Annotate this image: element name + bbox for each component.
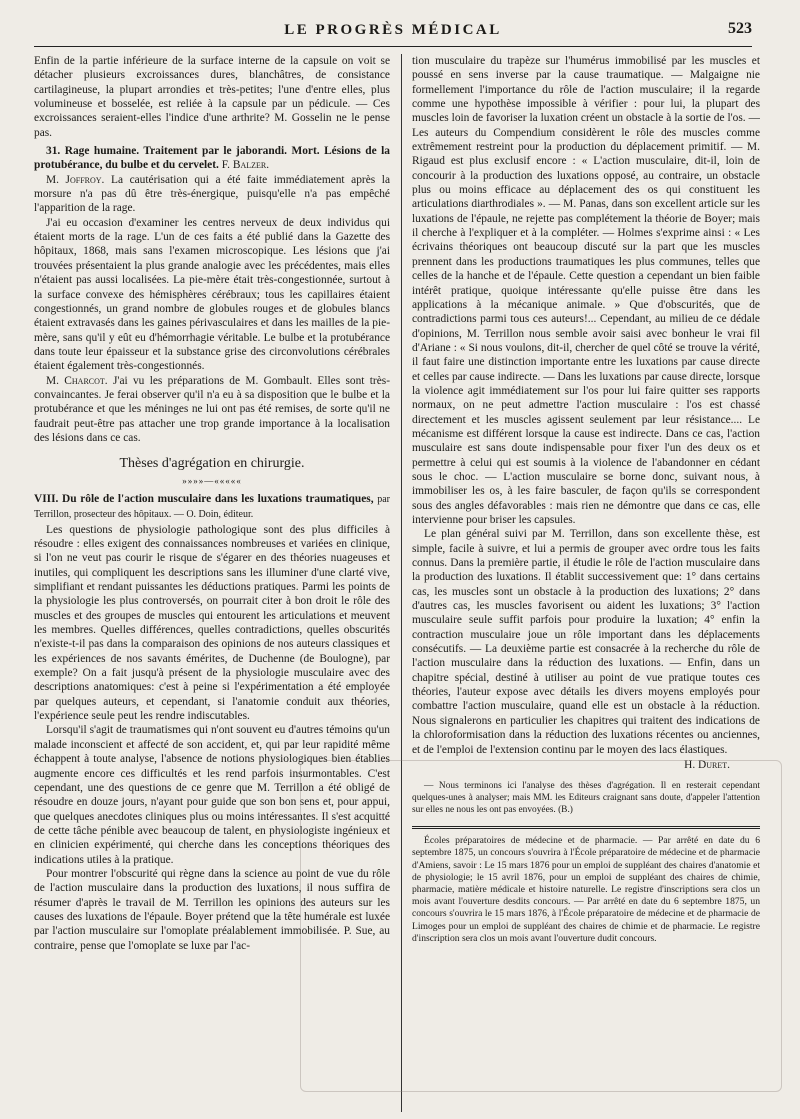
- item-31-number: 31.: [46, 145, 61, 158]
- page-header: [34, 22, 752, 44]
- right-column: [412, 54, 760, 1109]
- item-31-author: F. Balzer.: [221, 159, 270, 172]
- section-ornament: »»»»—«««««: [182, 475, 242, 486]
- obscurite-paragraph: Pour montrer l'obscurité qui règne dans la science au point de vue du rôle de l'action musculaire dans la production des luxations, il nous suffira de résumer d'après le travail de M. Terrillon les opinions des auteurs sur les causes des luxations de l'épaule. Boyer prétend que la tête humérale est luxée par l'action musculaire sur l'omoplate préalablement immobilisée. P. Sue, au contraire, pense que l'omoplate se luxe par l'ac-: [34, 867, 390, 952]
- item-31-heading: [34, 144, 390, 173]
- left-column: [34, 54, 390, 1109]
- item-8-heading: [34, 492, 390, 523]
- section-heading: Thèses d'agrégation en chirurgie.: [119, 456, 305, 472]
- schools-notice: Écoles préparatoires de médecine et de pharmacie. — Par arrêté en date du 6 septembre 1875, un concours s'ouvrira à l'École préparatoire de médecine et de pharmacie d'Amiens, savoir : Le 15 mars 1876 pour un emploi de suppléant des chaires d'anatomie et de physiologie; le 15 avril 1876, pour un emploi de suppléant des chaires de chimie, pharmacie, matière médicale et histoire naturelle. Le registre d'inscriptions sera clos un mois avant l'ouverture desdits concours. — Par arrêté en date du 6 septembre 1875, un concours s'ouvrira le 15 mars 1876, à l'École préparatoire de médecine et de pharmacie de Limoges pour un emploi de suppléant des chaires de chimie et de pharmacie. Le registre d'inscription sera clos un mois avant l'ouverture dudit concours.: [412, 835, 760, 944]
- intro-paragraph: Enfin de la partie inférieure de la surface interne de la capsule on voit se détacher plusieurs excroissances dures, blanchâtres, de consistance cartilagineuse, la plupart arrondies et très-petites; l'une d'entre elles, plus volumineuse et bosselée, est reliée à la capsule par un pédicule. — Ces excroissances seraient-elles l'indice d'une arthrite? M. Gosselin ne le pense pas.: [34, 55, 390, 139]
- joffroy-paragraph: [34, 173, 390, 216]
- questions-paragraph: Les questions de physiologie pathologique sont des plus difficiles à résoudre : elles exigent des connaissances nombreuses et variées en clinique, si l'on ne veut pas courir le risque de s'égarer en des théories nuageuses et inutiles, qui compliquent les descriptions sans les illuminer d'une clarté vive, simplifiant et rendant puissantes les déductions pratiques. Parmi les points de la physiologie les plus controversés, on pourrait citer à bon droit le rôle des muscles et des groupes de muscles qui entourent les articulations et meuvent les membres. Quelles différences, quelles contradictions, quelles obscurités n'existe-t-il pas dans la comparaison des opinions de nos auteurs classiques et les expériences de nos savants émérites, de Duchenne (de Boulogne), par exemple? On a fait jusqu'à présent de la physiologie musculaire avec des descriptions anatomiques: c'est à peine si l'expérimentation a été employée par quelques auteurs, et cependant, si l'anatomie conduit aux théories, l'expérience seule peut les rendre indiscutables.: [34, 523, 390, 723]
- double-rule: [412, 826, 760, 829]
- editorial-footnote: — Nous terminons ici l'analyse des thèses d'agrégation. Il en resterait cependant quelques-unes à analyser; mais MM. les Editeurs craignant sans doute, d'appeler l'attention sur elles ne nous les ont pas envoyées. (B.): [412, 781, 760, 816]
- plan-paragraph: Le plan général suivi par M. Terrillon, dans son excellente thèse, est simple, facile à suivre, et lui a permis de grouper avec ordre tous les faits connus. Dans la première partie, il étudie le rôle de l'action musculaire dans la production des luxations. Il établit successivement que: 1° dans certains cas, les muscles sont un obstacle à la production des luxations; 2° dans d'autres cas, les muscles favorisent ou aident les luxations; 3° l'action musculaire seule suffit parfois pour produire la luxation; 4° enfin la contraction musculaire joue un rôle important dans les déplacements consécutifs. — La deuxième partie est consacrée à la recherche du rôle de l'action musculaire dans la réduction des luxations. — Enfin, dans un chapitre spécial, destiné à utiliser au point de vue pratique toutes ces théories, l'auteur expose avec détails les divers moyens employés pour combattre l'action musculaire, quand elle est un obstacle à la réduction. Nous signalerons en particulier les chapitres qui traitent des indications de la chloroformisation dans la réduction des luxations récentes ou anciennes, et de l'emploi de l'extension continu par le moyen des lacs élastiques.: [412, 528, 760, 756]
- traumatismes-paragraph: Lorsqu'il s'agit de traumatismes qui n'ont souvent eu d'autres témoins qu'un malade inconscient et affecté de son accident, et, qui par leur rapidité même échappent à toute analyse, l'absence de notions physiologiques bien établies augmente encore ces difficultés et les rend parfois insurmontables. C'est cependant, une des questions de ce genre que M. Terrillon a été obligé de résoudre en douze jours, n'ayant pour guide que son bon sens et, pour appui, que quelques anecdotes cliniques plus ou moins intéressantes. Il s'est acquitté de cette tâche pénible avec beaucoup de talent, en physiologiste ingénieux et en clinicien expérimenté, qui cherche dans les conceptions théoriques des indications utiles à la pratique.: [34, 724, 390, 866]
- page-number: 523: [728, 20, 752, 37]
- charcot-paragraph: [34, 374, 390, 446]
- rage-paragraph: J'ai eu occasion d'examiner les centres nerveux de deux individus qui étaient morts de la rage. L'un de ces faits a été publié dans la Gazette des hôpitaux, 1868, mais sans l'examen microscopique. Les lésions que j'ai trouvées présentaient la plus grande analogie avec les précédentes, mais elles n'étaient pas aussi localisées. La pie-mère était très-congestionnée, surtout à la surface convexe des hémisphères cérébraux; tous les capillaires étaient congestionnés, un grand nombre de globules rouges et de globules blancs étaient extravasés dans les gaines périvasculaires et dans les mailles de la pie-mère, sans qu'il y eût eu d'hémorrhagie véritable. Le bulbe et la protubérance dans toute leur épaisseur et la substance grise des circonvolutions cérébrales étaient également très-congestionnés.: [34, 216, 390, 373]
- joffroy-text: La cautérisation qui a été faite immédiatement après la morsure n'a pas dû être très-énergique, puisqu'elle n'a pas empêché l'apparition de la rage.: [34, 173, 390, 215]
- item-8-title: Du rôle de l'action musculaire dans les luxations traumatiques,: [62, 492, 374, 505]
- charcot-speaker: M. Charcot.: [46, 374, 108, 387]
- author-signature: H. Duret.: [684, 758, 730, 771]
- item-8-number: VIII.: [34, 492, 59, 505]
- column-divider: [401, 54, 402, 1112]
- continuation-paragraph: tion musculaire du trapèze sur l'humérus immobilisé par les muscles et poussé en sens inverse par la cause traumatique. — Malgaigne nie formellement l'importance du rôle de l'action musculaire; il la regarde comme une hypothèse impossible à vérifier : pour lui, la plupart des muscles loin de favoriser la luxation créent un obstacle à la sortie de l'os. — Les auteurs du Compendium considèrent le rôle des muscles comme extrêmement restreint pour la production du déplacement primitif. — M. Rigaud est plus exclusif encore : « L'action musculaire, dit-il, loin de concourir à la production des luxations opposé, au contraire, un obstacle plus ou moins efficace au déplacement des os qui constituent les articulations diarthrodiales ». — M. Panas, dans son excellent article sur les luxations de l'épaule, ne rejette pas complétement la théorie de Boyer; mais il cherche à l'expliquer et à la compléter. — Holmes s'exprime ainsi : « Les écrivains théoriques ont beaucoup discuté sur la part que les muscles prennent dans les productions traumatiques les plus communes, telles que celles de la hanche et de l'épaule. Cette question a cependant un bien faible intérêt pratique, quoique intéressante qu'elle puisse être dans les applications à la mécanique animale. » Que d'obscurités, que de contradictions parmi tous ces auteurs!... Cependant, au milieu de ce dédale d'opinions, M. Terrillon nous semble avoir saisi avec bonheur le vrai fil d'Ariane : « Si nous voulons, dit-il, chercher de quel côté se trouve la vérité, il faut faire une distinction importante entre les luxations par cause directe et celles par cause indirecte. — Dans les luxations par cause directe, lorsque la violence agit immédiatement sur l'os pour lui faire quitter ses rapports normaux, on ne peut admettre l'action musculaire : l'os est chassé directement et les muscles agissent seulement par leur résistance.... Le mécanisme est différent lorsque la cause est indirecte. Dans ce cas, l'action musculaire est sans doute indispensable pour fixer l'un des deux os et permettre à celui qui est soumis à la violence de l'abandonner en cédant sous le choc. — L'action musculaire se borne donc, suivant nous, à immobiliser les os, à les faire basculer, de façon qu'ils se correspondent sous des angles défavorables : mais rien ne démontre que dans ce cas, elle intervienne pour briser les capsules.: [412, 55, 760, 526]
- item-8-byline: par Terrillon, prosecteur des hôpitaux. — O. Doin, éditeur.: [34, 493, 390, 521]
- joffroy-speaker: M. Joffroy.: [46, 173, 105, 186]
- item-31-title: Rage humaine. Traitement par le jaborandi. Mort. Lésions de la protubérance, du bulbe et du cervelet.: [34, 145, 390, 172]
- header-rule: [34, 46, 752, 47]
- charcot-text: J'ai vu les préparations de M. Gombault. Elles sont très-convaincantes. Je ferai observer qu'il n'a eu à sa disposition que le bulbe et la protubérance et que les méninges ne lui ont pas été remises, de sorte qu'il ne faudrait peut-être pas attacher une trop grande importance à la localisation des lésions dans ce cas.: [34, 374, 390, 444]
- journal-title: LE PROGRÈS MÉDICAL: [284, 22, 502, 38]
